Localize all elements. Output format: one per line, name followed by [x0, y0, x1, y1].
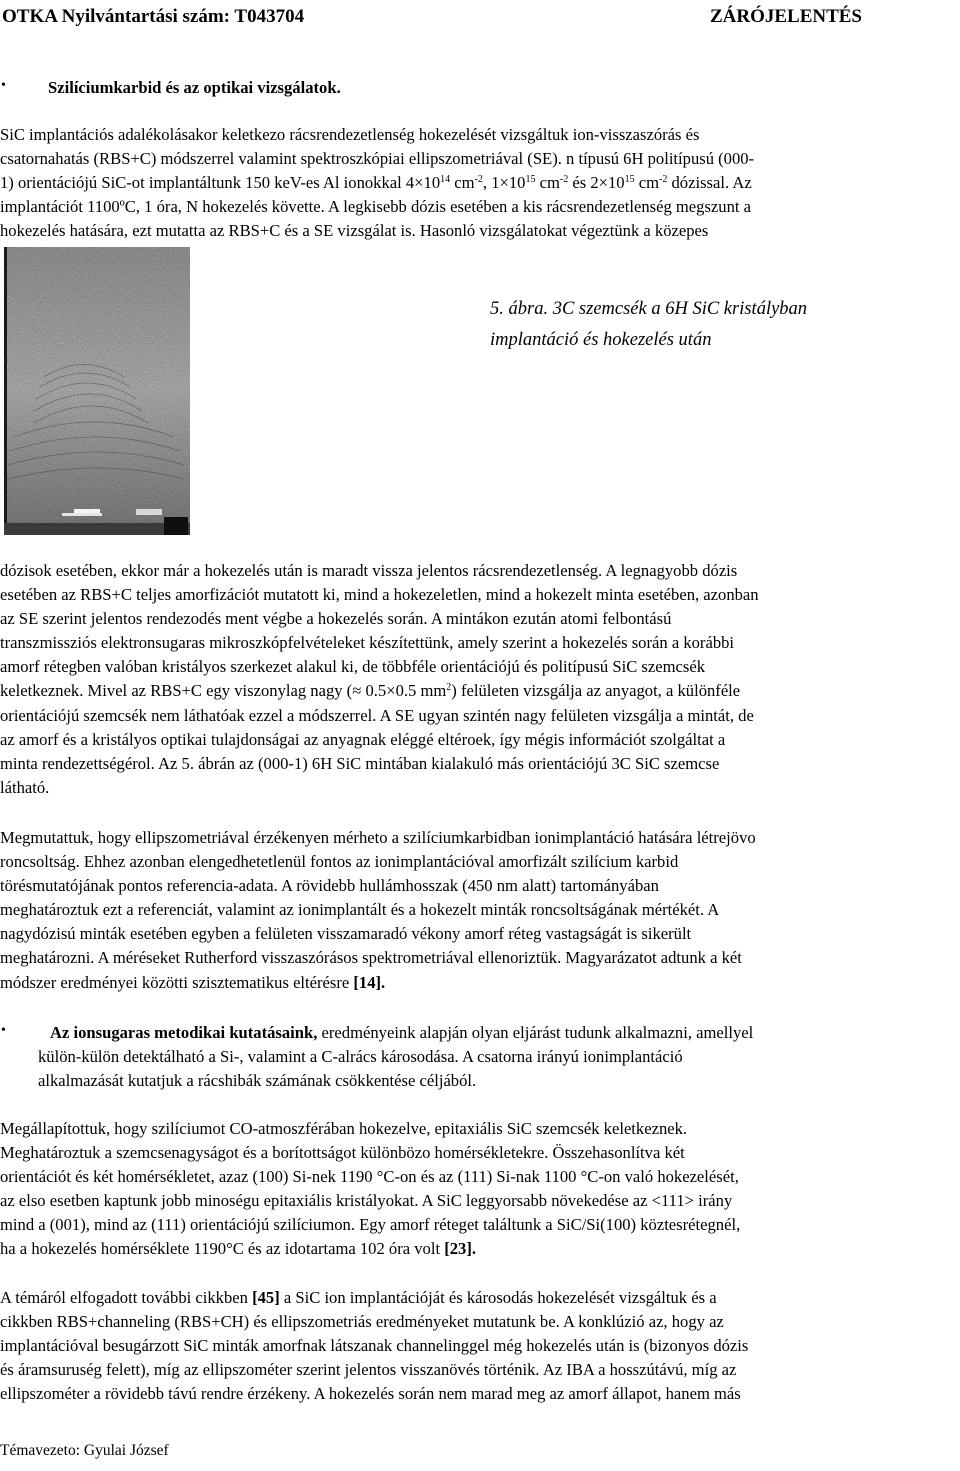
grant-number: OTKA Nyilvántartási szám: T043704 [2, 6, 305, 27]
text-line: cikkben RBS+channeling (RBS+CH) és ellipszometriás eredményeket mutatunk be. A konklúzió az, hogy az [0, 1312, 724, 1332]
text-line: csatornahatás (RBS+C) módszerrel valamint spektroszkópiai ellipszometriával (SE). n típusú 6H politípusú (000- [0, 149, 755, 169]
text-line: orientációjú szemcsék nem láthatóak ezzel a módszerrel. A SE ugyan szintén nagy felületen vizsgálja a mintát, de [0, 705, 754, 725]
text-line: minta rendezettségérol. Az 5. ábrán az (000-1) 6H SiC mintában kialakuló más orientációjú 3C SiC szemcse [0, 753, 720, 773]
text-line: meghatároztuk ezt a referenciát, valamint az ionimplantált és a hokezelt minták roncsoltságának mértékét. A [0, 900, 720, 920]
paragraph-epitaxy [0, 1117, 957, 1262]
text-line: implantációt 1100ºC, 1 óra, N hokezelés követte. A legkisebb dózis esetében a kis rácsrendezetlenség megszunt a [0, 197, 752, 217]
text-line: Az ionsugaras metodikai kutatásaink, eredményeink alapján olyan eljárást tudunk alkalmazni, amellyel [50, 1023, 754, 1042]
citation: [45] [252, 1288, 280, 1307]
citation: [23]. [444, 1239, 477, 1259]
text-line: orientációt és két homérsékletet, azaz (100) Si-nek 1190 °C-on és az (111) Si-nak 1100 °C-on való hokezelését, [0, 1167, 739, 1187]
text-line: meghatározni. A méréseket Rutherford visszaszórásos spektrometriával ellenoriztük. Magyarázatot adtunk a két [0, 948, 742, 968]
tem-micrograph [4, 247, 190, 535]
section-title: Az ionsugaras metodikai kutatásaink, [50, 1023, 318, 1042]
text-line: roncsoltság. Ehhez azonban elengedhetetlenül fontos az ionimplantációval amorfizált szilícium karbid [0, 852, 679, 872]
text-line: esetében az RBS+C teljes amorfizációt mutatott ki, mind a hokezeletlen, mind a hokezelt minta esetében, azonban [0, 585, 759, 605]
text-line: ha a hokezelés homérséklete 1190°C és az idotartama 102 óra volt [23]. [0, 1239, 477, 1259]
text-line: 1) orientációjú SiC-ot implantáltunk 150 keV-es Al ionokkal $4\times 10^{14}$ $cm^{-2}$, $1\times 10^{15}$ $cm^{-2}$ és $2\times 10^{15}$ $cm^{-2}$ dózissal. Az [0, 173, 752, 193]
page-footer: Témavezeto: Gyulai József [0, 1442, 169, 1459]
report-type: ZÁRÓJELENTÉS [709, 6, 862, 27]
text-line: hokezelés hatására, ezt mutatta az RBS+C és a SE vizsgálat is. Hasonló vizsgálatokat végeztünk a közepes [0, 221, 709, 241]
text-line: Megmutattuk, hogy ellipszometriával érzékenyen mérheto a szilíciumkarbidban ionimplantáció hatására létrejövo [0, 828, 756, 847]
text-line: külön-külön detektálható a Si-, valamint a C-alrács károsodása. A csatorna irányú ionimplantáció [38, 1047, 683, 1067]
section-title: Szilíciumkarbid és az optikai vizsgálatok. [48, 78, 341, 97]
text-line: Megállapítottuk, hogy szilíciumot CO-atmoszférában hokezelve, epitaxiális SiC szemcsék keletkeznek. [0, 1119, 688, 1138]
text-line: mind a (001), mind az (111) orientációjú szilíciumon. Egy amorf réteget találtunk a SiC/Si(100) köztesrétegnél, [0, 1215, 741, 1235]
text-line: transzmissziós elektronsugaras mikroszkópfelvételeket készítettünk, amely szerint a hokezelés során a korábbi [0, 633, 735, 653]
text-line: módszer eredményei közötti szisztematikus eltérésre [14]. [0, 972, 386, 992]
text-line: az elso esetben kaptunk jobb minoségu epitaxiális kristályokat. A SiC leggyorsabb növekedése az <111> irány [0, 1191, 733, 1211]
text-line: implantációval besugárzott SiC minták amorfnak látszanak channelinggel még hokezelés után is (bizonyos dózis [0, 1336, 749, 1356]
paragraph-ellipsometry [0, 826, 957, 995]
text-line: amorf rétegben valóban kristályos szerkezet alakul ki, de többféle orientációjú és politípusú SiC szemcsék [0, 657, 706, 677]
text-line: SiC implantációs adalékolásakor keletkezo rácsrendezetlenség hokezelését vizsgáltuk ion-visszaszórás és [0, 125, 700, 144]
bullet-icon: • [1, 78, 6, 93]
paragraph-implantation [0, 123, 957, 243]
text-line: nagydózisú minták esetében egyben a felületen visszamaradó vékony amorf réteg vastagságát is sikerült [0, 924, 692, 944]
text-line: törésmutatójának pontos referencia-adata. A rövidebb hullámhosszak (450 nm alatt) tartományában [0, 876, 659, 896]
figure-caption: 5. ábra. 3C szemcsék a 6H SiC kristályban implantáció és hokezelés után [490, 299, 808, 350]
text-line: keletkeznek. Mivel az RBS+C egy viszonylag nagy (≈ 0.5×0.5 $mm^2$) felületen vizsgálja az anyagot, a különféle [0, 681, 741, 701]
citation: [14]. [353, 972, 386, 992]
paragraph-further-article [0, 1286, 957, 1406]
text-line: az amorf és a kristályos optikai tulajdonságai az anyagnak eléggé eltéroek, így mégis információt szolgáltat a [0, 729, 726, 749]
text-line: és áramsuruség felett), míg az ellipszométer szerint jelentos visszanövés történik. Az IBA a hosszútávú, míg az [0, 1360, 737, 1380]
bullet-icon: • [1, 1023, 6, 1038]
text-line: az SE szerint jelentos rendezodés ment végbe a hokezelés során. A mintákon ezután atomi felbontású [0, 609, 672, 629]
text-line: Meghatároztuk a szemcsenagyságot és a borítottságot különbözo homérsékletekre. Összehasonlítva két [0, 1143, 685, 1163]
text-line: alkalmazását kutatjuk a rácshibák számának csökkentése céljából. [38, 1071, 477, 1091]
paragraph-dose-results [0, 559, 957, 800]
text-line: ellipszométer a rövidebb távú rendre érzékeny. A hokezelés során nem marad meg az amorf állapot, hanem más [0, 1384, 741, 1404]
text-line: látható. [0, 777, 50, 797]
text-line: dózisok esetében, ekkor már a hokezelés után is maradt vissza jelentos rácsrendezetlenség. A legnagyobb dózis [0, 561, 738, 580]
text-line: A témáról elfogadott további cikkben [45] a SiC ion implantációját és károsodás hokezelését vizsgáltuk és a [0, 1288, 717, 1307]
page-header [0, 6, 960, 32]
